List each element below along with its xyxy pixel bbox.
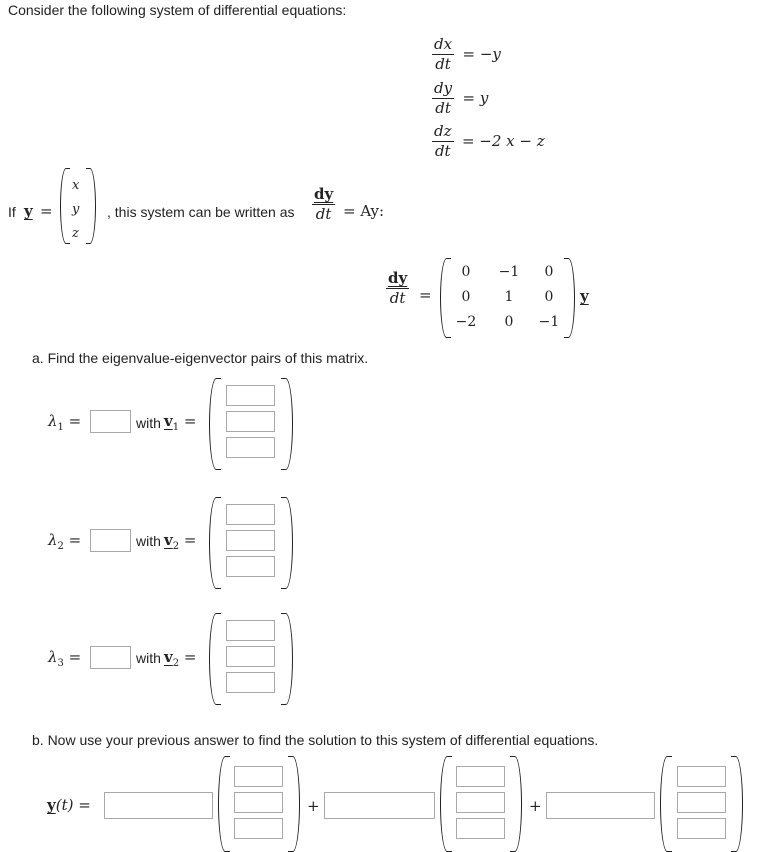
coefficient-1-input[interactable] bbox=[104, 792, 213, 819]
v1-component-1-input[interactable] bbox=[226, 385, 275, 406]
v3-component-1-input[interactable] bbox=[226, 620, 275, 641]
intro-text: Consider the following system of differential equations: bbox=[8, 2, 347, 18]
matrix-lhs-fraction: $\frac{dy}{dt}$ bbox=[388, 269, 408, 307]
v3-right-paren bbox=[281, 613, 293, 705]
lambda-3-label: $\lambda_3$ = bbox=[48, 648, 82, 669]
v2-component-1-input[interactable] bbox=[226, 504, 275, 525]
component-x: x bbox=[72, 178, 80, 193]
dy-dt-fraction: $\frac{dy}{dt}$ bbox=[314, 185, 334, 223]
matrix-cell: −2 bbox=[455, 314, 477, 330]
v2-right-paren bbox=[281, 497, 293, 589]
lambda-1-label: $\lambda_1$ = bbox=[48, 412, 82, 433]
matrix-equals: = bbox=[419, 286, 432, 304]
v2-component-3-input[interactable] bbox=[226, 556, 275, 577]
component-y: y bbox=[72, 202, 80, 217]
v2-component-2-input[interactable] bbox=[226, 530, 275, 551]
lambda-2-input[interactable] bbox=[90, 529, 131, 552]
lambda-3-input[interactable] bbox=[90, 646, 131, 669]
matrix-y-vector: y bbox=[580, 287, 589, 305]
sol-v3-component-1-input[interactable] bbox=[677, 766, 726, 787]
matrix-cell: 0 bbox=[504, 314, 514, 330]
v3-label: $v_2$ = bbox=[164, 648, 197, 669]
y-vector-symbol: y bbox=[24, 202, 33, 220]
equals-sign: = bbox=[40, 202, 53, 220]
part-a-prompt: a. Find the eigenvalue-eigenvector pairs of this matrix. bbox=[32, 350, 369, 366]
sol-v3-component-2-input[interactable] bbox=[677, 792, 726, 813]
matrix-cell: 0 bbox=[461, 264, 471, 280]
v1-left-paren bbox=[209, 378, 221, 470]
part-b-prompt: b. Now use your previous answer to find the solution to this system of differential equations. bbox=[32, 732, 599, 748]
v2-left-paren bbox=[209, 497, 221, 589]
sol-v2-component-2-input[interactable] bbox=[456, 792, 505, 813]
sol-v2-right-paren bbox=[510, 756, 522, 852]
matrix-cell: 1 bbox=[504, 289, 514, 305]
equation-dx: $\frac{dx}{dt}$ = −y bbox=[434, 35, 501, 73]
sol-v3-component-3-input[interactable] bbox=[677, 818, 726, 839]
v2-label: $v_2$ = bbox=[164, 531, 197, 552]
v1-component-2-input[interactable] bbox=[226, 411, 275, 432]
sol-v1-component-3-input[interactable] bbox=[234, 818, 283, 839]
solution-lhs: y(t) = bbox=[47, 796, 91, 814]
sol-v3-right-paren bbox=[731, 756, 743, 852]
plus-sign: + bbox=[307, 797, 320, 815]
matrix-cell: −1 bbox=[498, 264, 520, 280]
vector-prefix: If bbox=[8, 204, 16, 220]
plus-sign: + bbox=[529, 797, 542, 815]
matrix-cell: 0 bbox=[544, 289, 554, 305]
left-paren bbox=[60, 168, 70, 244]
matrix-cell: 0 bbox=[544, 264, 554, 280]
with-label: with bbox=[136, 533, 161, 549]
equation-dy: $\frac{dy}{dt}$ = y bbox=[434, 79, 489, 117]
sol-v2-component-3-input[interactable] bbox=[456, 818, 505, 839]
vector-mid-text: , this system can be written as bbox=[107, 204, 295, 220]
lambda-1-input[interactable] bbox=[90, 410, 131, 433]
with-label: with bbox=[136, 415, 161, 431]
sol-v1-component-2-input[interactable] bbox=[234, 792, 283, 813]
sol-v3-left-paren bbox=[660, 756, 672, 852]
v1-right-paren bbox=[281, 378, 293, 470]
v3-left-paren bbox=[209, 613, 221, 705]
lambda-2-label: $\lambda_2$ = bbox=[48, 531, 82, 552]
component-z: z bbox=[72, 226, 79, 241]
with-label: with bbox=[136, 650, 161, 666]
coefficient-3-input[interactable] bbox=[546, 792, 655, 819]
matrix-cell: −1 bbox=[538, 314, 560, 330]
sol-v1-component-1-input[interactable] bbox=[234, 766, 283, 787]
v1-component-3-input[interactable] bbox=[226, 437, 275, 458]
matrix-right-paren bbox=[564, 258, 575, 338]
sol-v1-right-paren bbox=[288, 756, 300, 852]
ay-text: = Ay: bbox=[343, 202, 385, 220]
v3-component-3-input[interactable] bbox=[226, 672, 275, 693]
equation-dz: $\frac{dz}{dt}$ = −2 x − z bbox=[434, 122, 545, 160]
v1-label: $v_1$ = bbox=[164, 412, 197, 433]
sol-v2-left-paren bbox=[440, 756, 452, 852]
right-paren bbox=[86, 168, 96, 244]
sol-v2-component-1-input[interactable] bbox=[456, 766, 505, 787]
sol-v1-left-paren bbox=[218, 756, 230, 852]
v3-component-2-input[interactable] bbox=[226, 646, 275, 667]
matrix-cell: 0 bbox=[461, 289, 471, 305]
coefficient-2-input[interactable] bbox=[324, 792, 435, 819]
